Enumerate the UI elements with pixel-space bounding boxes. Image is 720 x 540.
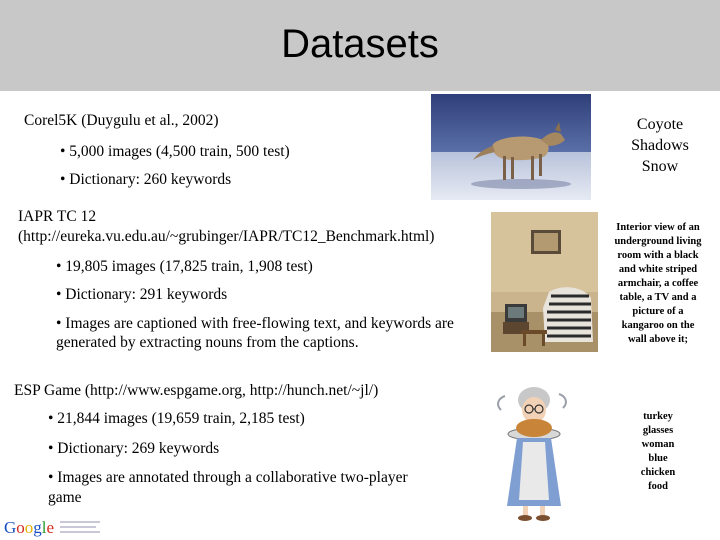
esp-heading: ESP Game (http://www.espgame.org, http://hunch.net/~jl/) xyxy=(14,382,379,399)
esp-bullet-annotated: • Images are annotated through a collaborative two-player xyxy=(48,469,408,486)
esp-caption-word: glasses xyxy=(642,425,674,436)
iapr-caption-line: table, a TV and a xyxy=(619,292,697,303)
coyote-photo xyxy=(431,94,591,200)
slide-title: Datasets xyxy=(281,22,439,66)
iapr-caption-line: underground living xyxy=(614,236,702,247)
esp-caption-word: blue xyxy=(648,453,668,464)
google-logo-tagline xyxy=(60,520,104,536)
iapr-bullet-dictionary: • Dictionary: 291 keywords xyxy=(56,286,228,303)
iapr-heading-url: (http://eureka.vu.edu.au/~grubinger/IAPR/TC12_Benchmark.html) xyxy=(18,228,435,245)
corel-heading: Corel5K (Duygulu et al., 2002) xyxy=(24,112,219,129)
iapr-caption-line: wall above it; xyxy=(627,334,689,345)
corel-caption-word: Shadows xyxy=(631,137,689,154)
iapr-caption-line: Interior view of an xyxy=(616,222,700,233)
iapr-bullet-images: • 19,805 images (17,825 train, 1,908 test) xyxy=(56,258,313,275)
esp-caption-word: food xyxy=(648,481,668,492)
esp-caption xyxy=(612,410,704,494)
corel-bullet-dictionary: • Dictionary: 260 keywords xyxy=(60,171,232,188)
corel-caption xyxy=(614,114,706,177)
esp-caption-word: chicken xyxy=(640,467,676,478)
iapr-caption xyxy=(604,221,712,347)
esp-caption-word: woman xyxy=(641,439,675,450)
iapr-caption-line: room with a black xyxy=(617,250,699,261)
cartoon-woman-image xyxy=(487,382,581,522)
esp-caption-word: turkey xyxy=(643,411,673,422)
iapr-caption-line: armchair, a coffee xyxy=(617,278,699,289)
esp-bullet-dictionary: • Dictionary: 269 keywords xyxy=(48,440,220,457)
esp-bullet-images: • 21,844 images (19,659 train, 2,185 test) xyxy=(48,410,305,427)
google-logo: Google xyxy=(4,518,55,537)
iapr-caption-line: and white striped xyxy=(618,264,698,275)
iapr-caption-line: picture of a xyxy=(632,306,684,317)
corel-caption-word: Coyote xyxy=(636,116,684,133)
corel-bullet-images: • 5,000 images (4,500 train, 500 test) xyxy=(60,143,290,160)
iapr-caption-line: kangaroo on the xyxy=(621,320,695,331)
iapr-bullet-captioned: • Images are captioned with free-flowing text, and keywords are xyxy=(56,315,454,332)
esp-bullet-annotated-cont: game xyxy=(48,489,82,506)
iapr-heading: IAPR TC 12 xyxy=(18,208,97,225)
corel-caption-word: Snow xyxy=(641,158,679,175)
living-room-photo xyxy=(491,212,598,352)
iapr-bullet-captioned-cont: generated by extracting nouns from the captions. xyxy=(56,334,359,351)
